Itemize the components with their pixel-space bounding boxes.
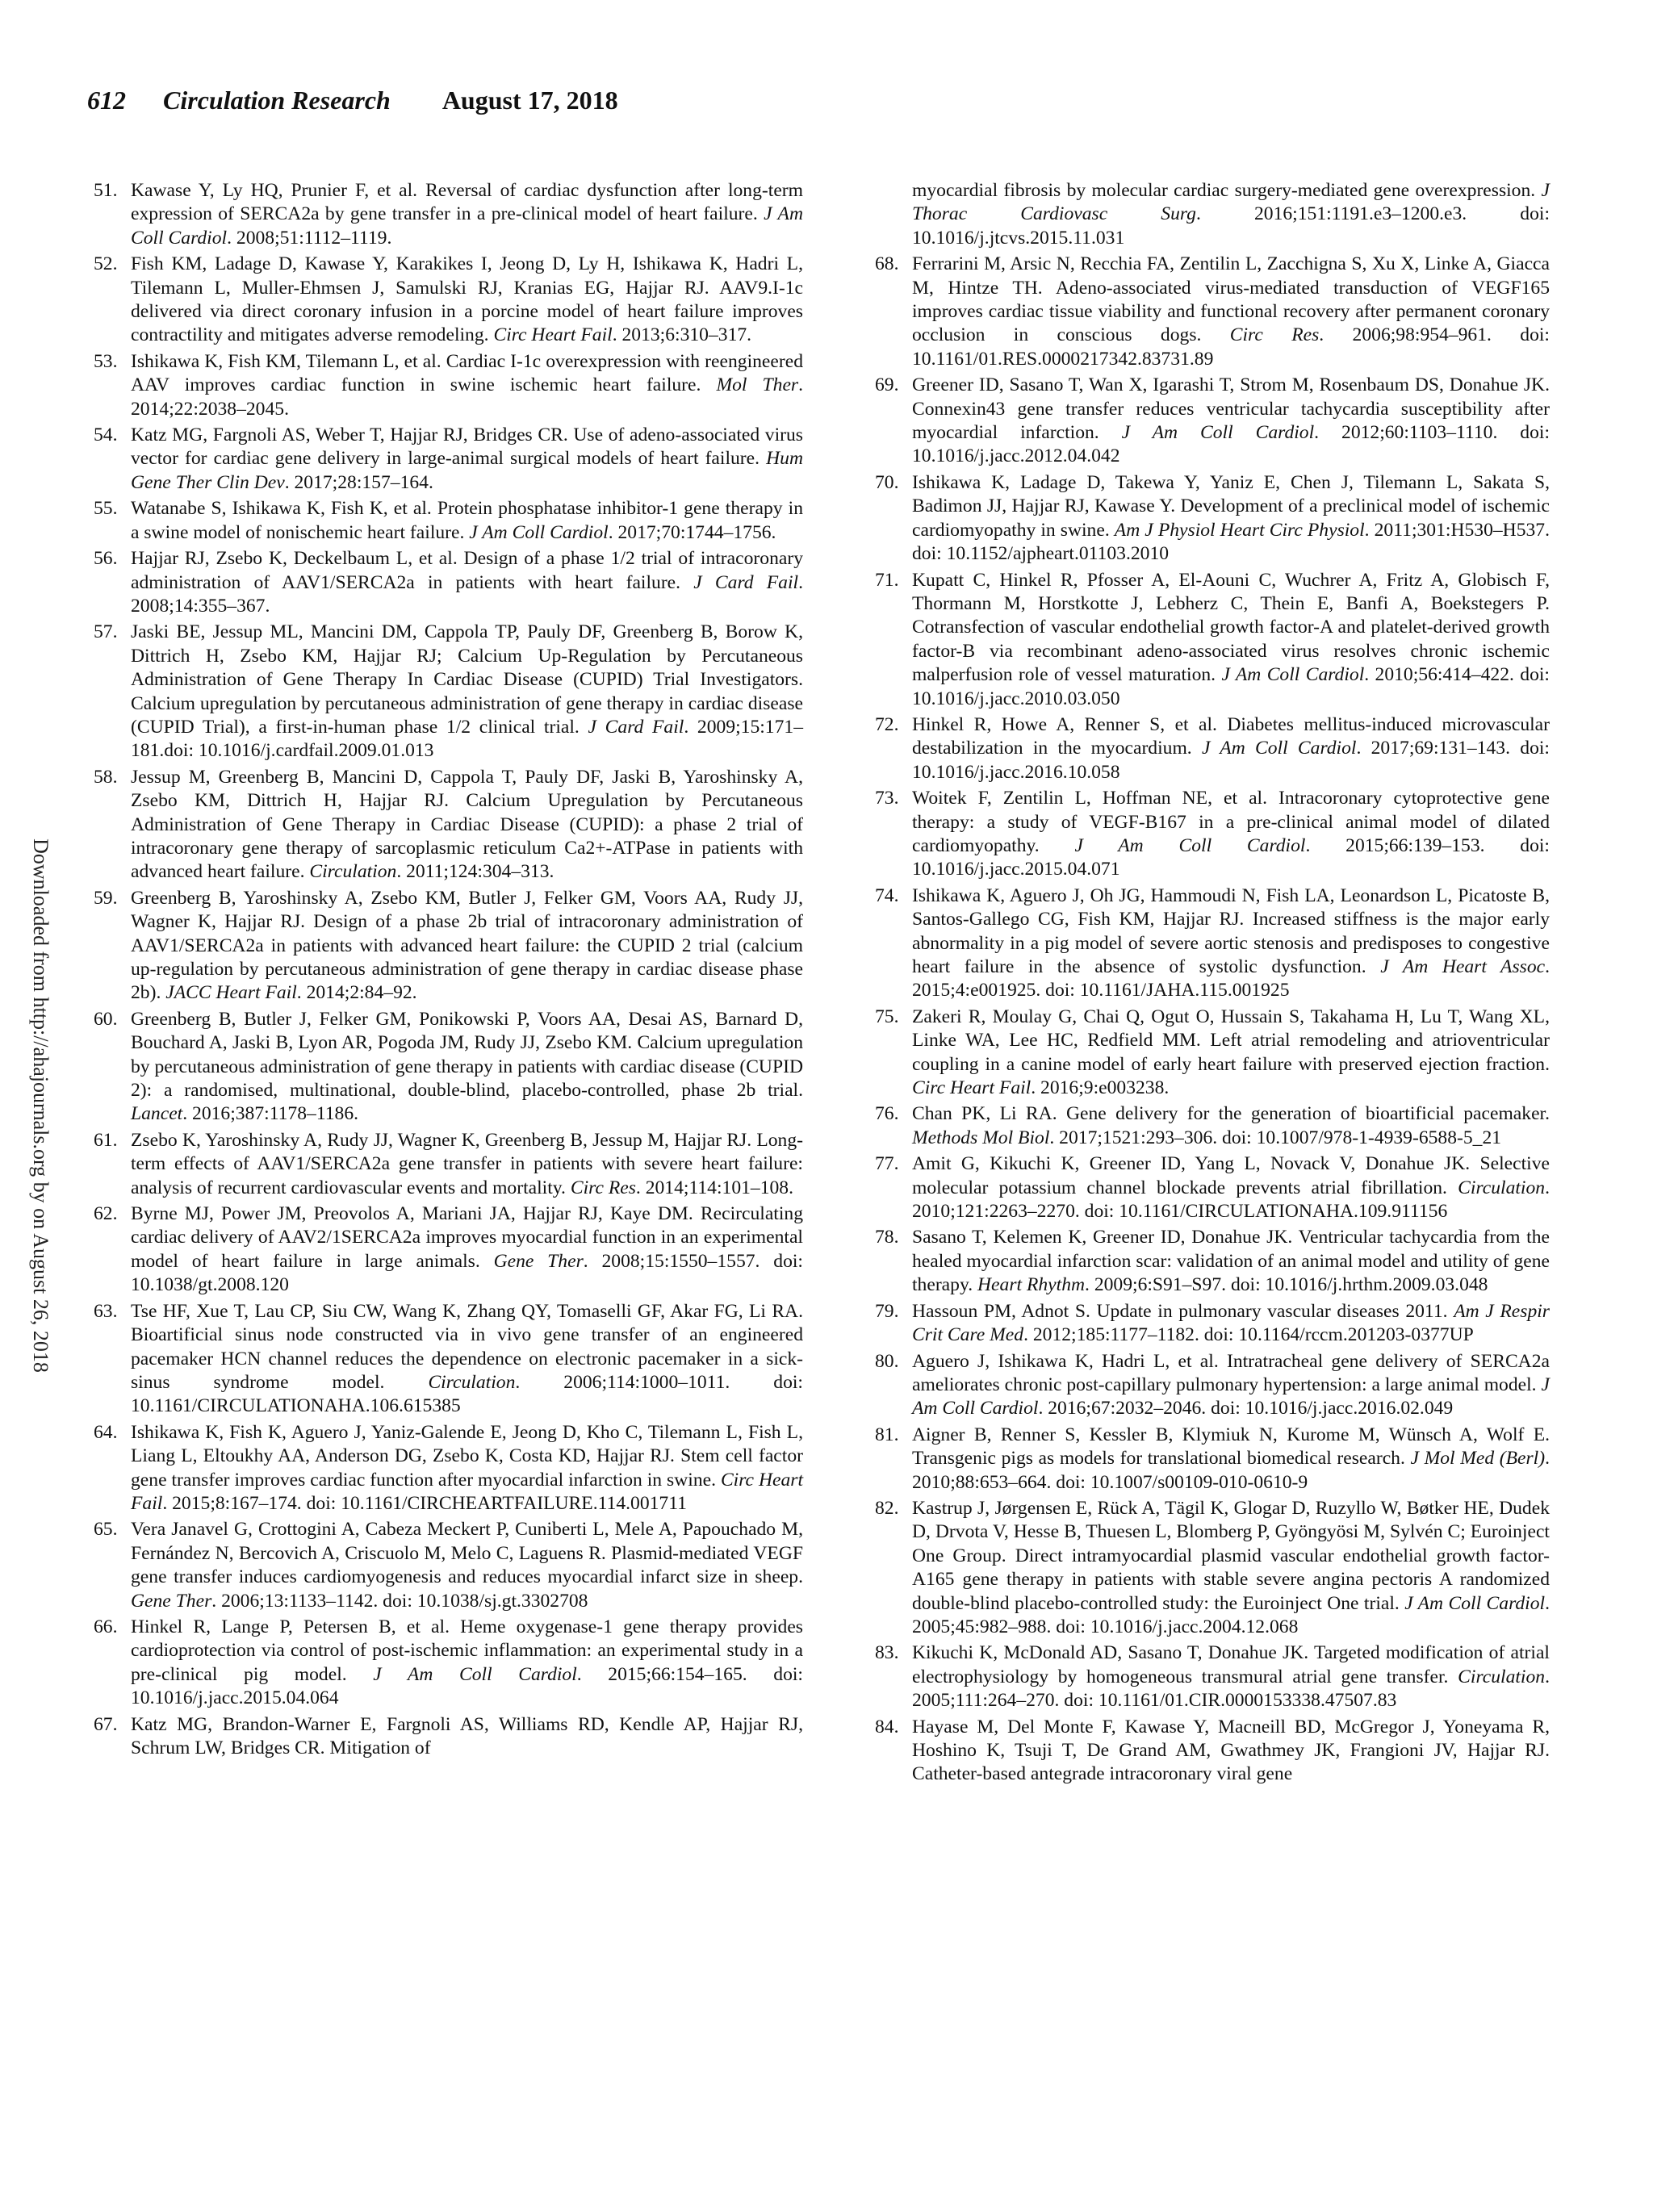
journal-name: Heart Rhythm [977, 1274, 1086, 1296]
reference-entry [875, 1102, 1550, 1150]
reference-number: 75. [875, 1006, 899, 1027]
reference-entry [94, 1713, 803, 1761]
reference-number: 77. [875, 1153, 899, 1175]
citation-details: . 2012;185:1177–1182. doi: 10.1164/rccm.201203-0377UP [1023, 1324, 1474, 1346]
reference-text: Tse HF, Xue T, Lau CP, Siu CW, Wang K, Zhang QY, Tomaselli GF, Akar FG, Li RA. Bioartificial sinus node constructed via in vivo gene transfer of an engineered pacemaker HCN channel reduces the dependence on electronic pacemaker in a sick-sinus syndrome model. [131, 1300, 803, 1393]
reference-number: 64. [94, 1421, 118, 1443]
reference-entry [94, 766, 803, 884]
reference-number: 65. [94, 1519, 118, 1541]
citation-details: . 2008;14:355–367. [131, 571, 803, 617]
journal-name: J Am Heart Assoc [1380, 956, 1546, 977]
reference-text: Aguero J, Ishikawa K, Hadri L, et al. Intratracheal gene delivery of SERCA2a ameliorates chronic post-capillary pulmonary hypertension: a large animal model. [912, 1350, 1550, 1395]
citation-details: . 2008;15:1550–1557. doi: 10.1038/gt.2008.120 [131, 1250, 803, 1296]
reference-column-right [875, 179, 1550, 1789]
citation-details: . 2008;51:1112–1119. [227, 227, 392, 249]
journal-name: Gene Ther [131, 1590, 212, 1612]
reference-entry [875, 1424, 1550, 1495]
citation-details: . 2006;98:954–961. doi: 10.1161/01.RES.0000217342.83731.89 [912, 324, 1550, 370]
reference-text: Hassoun PM, Adnot S. Update in pulmonary vascular diseases 2011. [912, 1300, 1454, 1322]
reference-entry [875, 569, 1550, 711]
citation-details: . 2010;88:653–664. doi: 10.1007/s00109-010-0610-9 [912, 1448, 1550, 1493]
reference-text: Jaski BE, Jessup ML, Mancini DM, Cappola TP, Pauly DF, Greenberg B, Borow K, Dittrich H, Zsebo KM, Hajjar RJ; Calcium Up-Regulation by Percutaneous Administration of Gene Therapy In Cardiac Disease (CUPID) Trial Investigators. Calcium upregulation by percutaneous administration of gene therapy in cardiac disease (CUPID Trial), a first-in-human phase 1/2 clinical trial. [131, 621, 803, 738]
citation-details: . 2016;9:e003238. [1031, 1077, 1170, 1099]
reference-number: 70. [875, 471, 899, 493]
reference-number: 58. [94, 766, 118, 788]
reference-entry [875, 1152, 1550, 1223]
reference-column-left [94, 179, 803, 1762]
page-number: 612 [87, 86, 126, 115]
reference-number: 82. [875, 1497, 899, 1519]
reference-text: Watanabe S, Ishikawa K, Fish K, et al. Protein phosphatase inhibitor-1 gene therapy in a swine model of nonischemic heart failure. [131, 498, 803, 543]
journal-name: Methods Mol Biol [912, 1127, 1050, 1148]
citation-details: . 2009;15:171–181.doi: 10.1016/j.cardfail.2009.01.013 [131, 716, 803, 762]
reference-text: Greenberg B, Yaroshinsky A, Zsebo KM, Butler J, Felker GM, Voors AA, Rudy JJ, Wagner K, Hajjar RJ. Design of a phase 2b trial of intracoronary administration of AAV1/SERCA2a in patients with advanced heart failure: the CUPID 2 trial (calcium up-regulation by percutaneous administration of gene therapy in cardiac disease phase 2b). [131, 887, 803, 1004]
reference-entry [94, 1008, 803, 1127]
citation-details: . 2011;124:304–313. [396, 861, 554, 883]
reference-entry [94, 1518, 803, 1613]
running-header [87, 86, 618, 124]
reference-number: 55. [94, 498, 118, 520]
journal-name: J Card Fail [693, 571, 799, 593]
citation-details: . 2017;28:157–164. [284, 471, 433, 493]
citation-details: . 2011;301:H530–H537. doi: 10.1152/ajpheart.01103.2010 [912, 519, 1550, 565]
reference-number: 59. [94, 887, 118, 909]
reference-text: Vera Janavel G, Crottogini A, Cabeza Meckert P, Cuniberti L, Mele A, Papouchado M, Fernández N, Bercovich A, Criscuolo M, Melo C, Laguens R. Plasmid-mediated VEGF gene transfer induces cardiomyogenesis and reduces myocardial infarct size in sheep. [131, 1519, 803, 1588]
journal-name: J Am Coll Cardiol [1404, 1592, 1546, 1614]
citation-details: . 2016;151:1191.e3–1200.e3. doi: 10.1016/j.jtcvs.2015.11.031 [912, 203, 1550, 249]
issue-date: August 17, 2018 [441, 86, 618, 115]
journal-name: Circ Res [1229, 324, 1320, 346]
reference-text: Aigner B, Renner S, Kessler B, Klymiuk N, Kurome M, Wünsch A, Wolf E. Transgenic pigs as models for translational biomedical research. [912, 1424, 1550, 1470]
reference-entry [94, 1129, 803, 1200]
reference-number: 71. [875, 569, 899, 591]
reference-number: 83. [875, 1642, 899, 1664]
reference-entry [94, 1300, 803, 1419]
reference-text: Woitek F, Zentilin L, Hoffman NE, et al. Intracoronary cytoprotective gene therapy: a study of VEGF-B167 in a pre-clinical animal model of dilated cardiomyopathy. [912, 788, 1550, 856]
citation-details: . 2005;111:264–270. doi: 10.1161/01.CIR.0000153338.47507.83 [912, 1666, 1550, 1712]
reference-entry [94, 1616, 803, 1711]
journal-name: Circulation [309, 861, 397, 883]
reference-text: Ishikawa K, Fish KM, Tilemann L, et al. Cardiac I-1c overexpression with reengineered AAV improves cardiac function in swine ischemic heart failure. [131, 350, 803, 396]
reference-text: Ishikawa K, Ladage D, Takewa Y, Yaniz E, Chen J, Tilemann L, Sakata S, Badimon JJ, Hajjar RJ, Kawase Y. Development of a preclinical model of ischemic cardiomyopathy in swine. [912, 471, 1550, 541]
reference-number: 73. [875, 788, 899, 809]
journal-name: Circulation [428, 1371, 516, 1393]
reference-number: 60. [94, 1008, 118, 1030]
reference-number: 84. [875, 1716, 899, 1737]
reference-entry [875, 1641, 1550, 1712]
reference-entry [875, 1006, 1550, 1101]
journal-name: Circ Heart Fail [493, 324, 613, 346]
reference-text: Jessup M, Greenberg B, Mancini D, Cappola T, Pauly DF, Jaski B, Yaroshinsky A, Zsebo KM, Dittrich H, Hajjar RJ. Calcium Upregulation by Percutaneous Administration of Gene Therapy in Cardiac Disease (CUPID): a phase 2 trial of intracoronary gene therapy of sarcoplasmic reticulum Ca2+-ATPase in patients with advanced heart failure. [131, 766, 803, 883]
journal-name: J Am Coll Cardiol [131, 203, 803, 249]
reference-text: Kawase Y, Ly HQ, Prunier F, et al. Reversal of cardiac dysfunction after long-term expression of SERCA2a by gene transfer in a pre-clinical model of heart failure. [131, 180, 803, 225]
journal-name: Circulation [1458, 1177, 1546, 1198]
reference-entry [94, 350, 803, 421]
reference-entry [875, 787, 1550, 882]
journal-name: Mol Ther [716, 374, 799, 396]
download-notice: Downloaded from http://ahajournals.org by on August 26, 2018 [29, 838, 52, 1373]
reference-text: Hinkel R, Howe A, Renner S, et al. Diabetes mellitus-induced microvascular destabilization in the myocardium. [912, 713, 1550, 759]
reference-entry [875, 884, 1550, 1003]
reference-entry [912, 179, 1550, 250]
reference-number: 53. [94, 350, 118, 372]
reference-entry [875, 713, 1550, 784]
reference-entry [875, 1300, 1550, 1348]
journal-name: J Am Coll Cardiol [1121, 422, 1315, 444]
reference-number: 72. [875, 713, 899, 735]
reference-text: Greenberg B, Butler J, Felker GM, Ponikowski P, Voors AA, Desai AS, Barnard D, Bouchard A, Jaski B, Lyon AR, Pogoda JM, Rudy JJ, Zsebo KM. Calcium upregulation by percutaneous administration of gene therapy in patients with cardiac disease (CUPID 2): a randomised, multinational, double-blind, placebo-controlled, phase 2b trial. [131, 1008, 803, 1102]
reference-entry [94, 621, 803, 763]
reference-entry [94, 547, 803, 618]
reference-entry [94, 1202, 803, 1298]
journal-name: JACC Heart Fail [165, 982, 297, 1004]
reference-text: Ishikawa K, Aguero J, Oh JG, Hammoudi N, Fish LA, Leonardson L, Picatoste B, Santos-Gallego CG, Fish KM, Hajjar RJ. Increased stiffness is the major early abnormality in a pig model of severe aortic stenosis and predisposes to congestive heart failure in the absence of systolic dysfunction. [912, 884, 1550, 977]
citation-details: . 2014;114:101–108. [635, 1177, 793, 1198]
reference-entry [875, 1716, 1550, 1787]
reference-number: 63. [94, 1300, 118, 1322]
citation-details: . 2013;6:310–317. [612, 324, 752, 346]
reference-text: Zakeri R, Moulay G, Chai Q, Ogut O, Hussain S, Takahama H, Lu T, Wang XL, Linke WA, Lee HC, Redfield MM. Left atrial remodeling and atrioventricular coupling in a canine model of early heart failure with preserved ejection fraction. [912, 1006, 1550, 1075]
reference-entry [94, 253, 803, 348]
reference-entry [94, 1421, 803, 1516]
reference-text: Hayase M, Del Monte F, Kawase Y, Macneill BD, McGregor J, Yoneyama R, Hoshino K, Tsuji T, De Grand AM, Gwathmey JK, Frangioni JV, Hajjar RJ. Catheter-based antegrade intracoronary viral gene [912, 1716, 1550, 1785]
reference-entry [94, 179, 803, 250]
reference-entry [94, 887, 803, 1006]
journal-name: J Am Coll Cardiol [912, 1374, 1550, 1420]
reference-entry [94, 424, 803, 495]
citation-details: . 2016;67:2032–2046. doi: 10.1016/j.jacc.2016.02.049 [1038, 1398, 1454, 1420]
journal-name: Lancet [131, 1103, 183, 1125]
reference-text: Sasano T, Kelemen K, Greener ID, Donahue JK. Ventricular tachycardia from the healed myocardial infarction scar: validation of an animal model and utility of gene therapy. [912, 1227, 1550, 1296]
citation-details: . 2010;56:414–422. doi: 10.1016/j.jacc.2010.03.050 [912, 664, 1550, 709]
journal-name: Am J Respir Crit Care Med [912, 1300, 1550, 1346]
citation-details: . 2012;60:1103–1110. doi: 10.1016/j.jacc.2012.04.042 [912, 422, 1550, 467]
journal-name: J Card Fail [588, 716, 684, 738]
reference-number: 74. [875, 884, 899, 906]
reference-entry [875, 1497, 1550, 1639]
journal-name: J Am Coll Cardiol [1074, 834, 1306, 856]
journal-name: Circ Heart Fail [912, 1077, 1032, 1099]
reference-text: Hinkel R, Lange P, Petersen B, et al. Heme oxygenase-1 gene therapy provides cardioprotection via control of post-ischemic inflammation: an experimental study in a pre-clinical pig model. [131, 1616, 803, 1685]
citation-details: . 2005;45:982–988. doi: 10.1016/j.jacc.2004.12.068 [912, 1592, 1550, 1637]
journal-name: J Am Coll Cardiol [1221, 664, 1365, 686]
reference-text: Katz MG, Brandon-Warner E, Fargnoli AS, Williams RD, Kendle AP, Hajjar RJ, Schrum LW, Bridges CR. Mitigation of [131, 1713, 803, 1758]
reference-text: Ferrarini M, Arsic N, Recchia FA, Zentilin L, Zacchigna S, Xu X, Linke A, Giacca M, Hintze TH. Adeno-associated virus-mediated transduction of VEGF165 improves cardiac tissue viability and functional recovery after permanent coronary occlusion in conscious dogs. [912, 253, 1550, 346]
reference-text: Chan PK, Li RA. Gene delivery for the generation of bioartificial pacemaker. [912, 1103, 1550, 1125]
reference-number: 68. [875, 253, 899, 275]
reference-number: 76. [875, 1103, 899, 1125]
citation-details: . 2015;66:139–153. doi: 10.1016/j.jacc.2015.04.071 [912, 834, 1550, 880]
reference-number: 80. [875, 1350, 899, 1372]
journal-name: Am J Physiol Heart Circ Physiol [1114, 519, 1365, 541]
reference-entry [94, 497, 803, 545]
reference-entry [875, 253, 1550, 371]
citation-details: . 2014;2:84–92. [296, 982, 417, 1004]
journal-name: J Am Coll Cardiol [1201, 738, 1357, 759]
journal-title: Circulation Research [163, 86, 391, 115]
citation-details: . 2010;121:2263–2270. doi: 10.1161/CIRCULATIONAHA.109.911156 [912, 1177, 1550, 1223]
reference-text: Kastrup J, Jørgensen E, Rück A, Tägil K, Glogar D, Ruzyllo W, Bøtker HE, Dudek D, Drvota V, Hesse B, Thuesen L, Blomberg P, Gyöngyösi M, Sylvén C; Euroinject One Group. Direct intramyocardial plasmid vascular endothelial growth factor-A165 gene therapy in patients with stable severe angina pectoris A randomized double-blind placebo-controlled study: the Euroinject One trial. [912, 1497, 1550, 1614]
reference-text: Hajjar RJ, Zsebo K, Deckelbaum L, et al. Design of a phase 1/2 trial of intracoronary administration of AAV1/SERCA2a in patients with heart failure. [131, 548, 803, 593]
reference-text: Kupatt C, Hinkel R, Pfosser A, El-Aouni C, Wuchrer A, Fritz A, Globisch F, Thormann M, Horstkotte J, Lebherz C, Thein E, Banfi A, Boekstegers P. Cotransfection of vascular endothelial growth factor-A and platelet-derived growth factor-B via recombinant adeno-associated virus resolves chronic ischemic malperfusion role of vessel maturation. [912, 569, 1550, 686]
reference-text: Fish KM, Ladage D, Kawase Y, Karakikes I, Jeong D, Ly H, Ishikawa K, Hadri L, Tilemann L, Muller-Ehmsen J, Samulski RJ, Kranias EG, Hajjar RJ. AAV9.I-1c delivered via direct coronary infusion in a porcine model of heart failure improves contractility and mitigates adverse remodeling. [131, 253, 803, 346]
reference-number: 79. [875, 1300, 899, 1322]
reference-number: 81. [875, 1424, 899, 1445]
reference-text: myocardial fibrosis by molecular cardiac surgery-mediated gene overexpression. [912, 180, 1542, 201]
reference-entry [875, 1226, 1550, 1297]
reference-entry [875, 374, 1550, 469]
reference-number: 57. [94, 621, 118, 643]
journal-name: J Am Coll Cardiol [373, 1663, 577, 1685]
reference-entry [875, 1350, 1550, 1421]
reference-text: Byrne MJ, Power JM, Preovolos A, Mariani JA, Hajjar RJ, Kaye DM. Recirculating cardiac delivery of AAV2/1SERCA2a improves myocardial function in an experimental model of heart failure in large animals. [131, 1203, 803, 1272]
reference-text: Greener ID, Sasano T, Wan X, Igarashi T, Strom M, Rosenbaum DS, Donahue JK. Connexin43 gene transfer reduces ventricular tachycardia susceptibility after myocardial infarction. [912, 374, 1550, 444]
citation-details: . 2017;70:1744–1756. [608, 521, 776, 543]
citation-details: . 2015;8:167–174. doi: 10.1161/CIRCHEARTFAILURE.114.001711 [162, 1492, 687, 1514]
citation-details: . 2017;69:131–143. doi: 10.1016/j.jacc.2016.10.058 [912, 738, 1550, 783]
journal-name: J Mol Med (Berl) [1410, 1448, 1546, 1470]
reference-text: Katz MG, Fargnoli AS, Weber T, Hajjar RJ, Bridges CR. Use of adeno-associated virus vector for cardiac gene delivery in large-animal surgical models of heart failure. [131, 424, 803, 470]
citation-details: . 2006;114:1000–1011. doi: 10.1161/CIRCULATIONAHA.106.615385 [131, 1371, 803, 1417]
reference-number: 61. [94, 1129, 118, 1151]
citation-details: . 2009;6:S91–S97. doi: 10.1016/j.hrthm.2009.03.048 [1085, 1274, 1488, 1296]
citation-details: . 2014;22:2038–2045. [131, 374, 803, 420]
reference-text: Ishikawa K, Fish K, Aguero J, Yaniz-Galende E, Jeong D, Kho C, Tilemann L, Fish L, Liang L, Eltoukhy AA, Anderson DG, Zsebo K, Costa KD, Hajjar RJ. Stem cell factor gene transfer improves cardiac function after myocardial infarction in swine. [131, 1421, 803, 1491]
journal-name: Hum Gene Ther Clin Dev [131, 448, 803, 493]
citation-details: . 2017;1521:293–306. doi: 10.1007/978-1-4939-6588-5_21 [1049, 1127, 1502, 1148]
citation-details: . 2015;66:154–165. doi: 10.1016/j.jacc.2015.04.064 [131, 1663, 803, 1709]
journal-name: J Thorac Cardiovasc Surg [912, 180, 1550, 225]
reference-number: 56. [94, 548, 118, 570]
reference-text: Kikuchi K, McDonald AD, Sasano T, Donahue JK. Targeted modification of atrial electrophysiology by homogeneous transmural atrial gene transfer. [912, 1642, 1550, 1687]
journal-name: Circ Res [570, 1177, 636, 1198]
reference-text: Amit G, Kikuchi K, Greener ID, Yang L, Novack V, Donahue JK. Selective molecular potassium channel blockade prevents atrial fibrillation. [912, 1153, 1550, 1198]
reference-number: 66. [94, 1616, 118, 1637]
citation-details: . 2016;387:1178–1186. [182, 1103, 359, 1125]
journal-name: J Am Coll Cardiol [469, 521, 609, 543]
reference-number: 62. [94, 1203, 118, 1225]
journal-name: Circ Heart Fail [131, 1469, 803, 1514]
reference-number: 67. [94, 1713, 118, 1735]
journal-name: Gene Ther [493, 1250, 584, 1272]
reference-number: 78. [875, 1227, 899, 1248]
citation-details: . 2015;4:e001925. doi: 10.1161/JAHA.115.001925 [912, 956, 1550, 1001]
reference-number: 69. [875, 374, 899, 396]
reference-number: 54. [94, 424, 118, 446]
reference-number: 52. [94, 253, 118, 275]
reference-text: Zsebo K, Yaroshinsky A, Rudy JJ, Wagner K, Greenberg B, Jessup M, Hajjar RJ. Long-term effects of AAV1/SERCA2a gene transfer in patients with severe heart failure: analysis of recurrent cardiovascular events and mortality. [131, 1129, 803, 1198]
reference-entry [875, 471, 1550, 567]
journal-name: Circulation [1458, 1666, 1546, 1687]
reference-number: 51. [94, 180, 118, 201]
citation-details: . 2006;13:1133–1142. doi: 10.1038/sj.gt.3302708 [211, 1590, 588, 1612]
